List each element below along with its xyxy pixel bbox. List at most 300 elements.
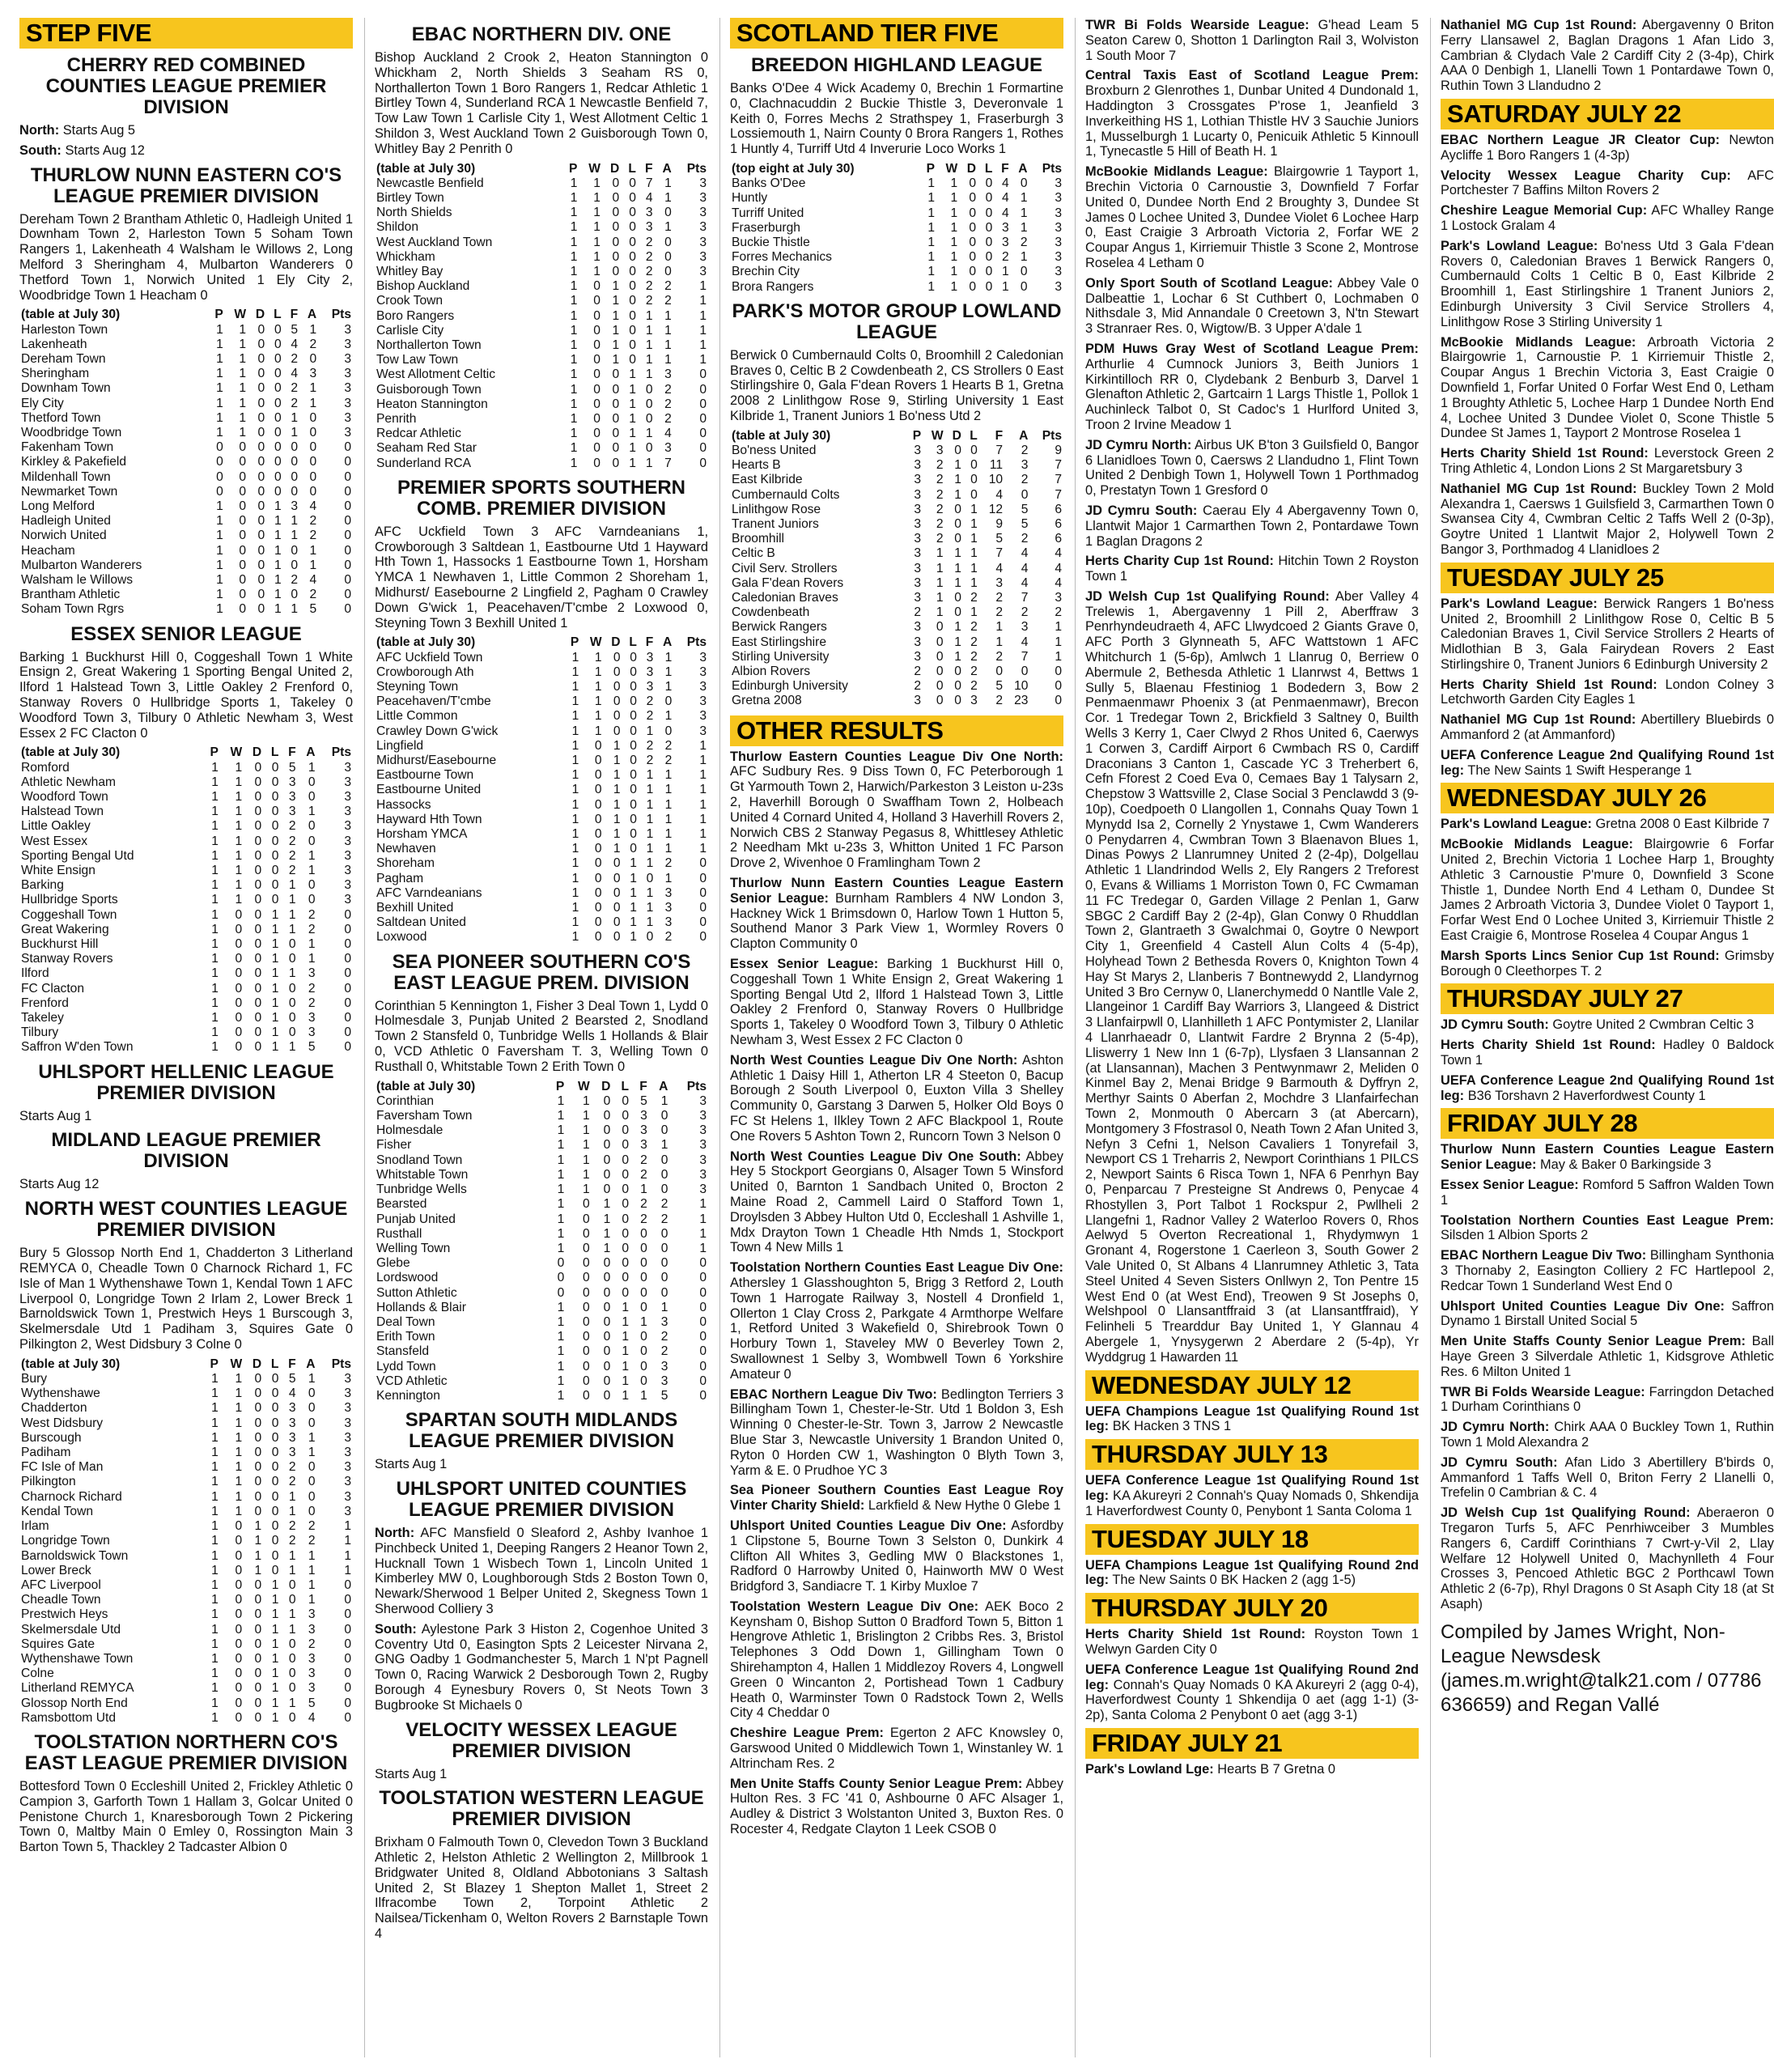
stat-cell: 1 — [630, 885, 637, 900]
stat-cell: 3 — [699, 709, 707, 724]
team-name: Soham Town Rgrs — [21, 602, 125, 617]
stat-cell: 2 — [1021, 444, 1029, 457]
table-header-row — [19, 1357, 353, 1372]
competition-label: Cheshire League Memorial Cup: — [1441, 203, 1648, 219]
stat-cell: 1 — [271, 1651, 279, 1666]
stat-cell: 0 — [593, 323, 601, 338]
stat-cell: 2 — [291, 351, 299, 366]
stat-cell: 0 — [640, 1226, 647, 1241]
stat-cell: 1 — [664, 190, 672, 205]
results-text: Airbus UK B'ton 3 Guilsfield 0, Bangor 6 Llanidloes Town 0, Caersws 2 Llandudno 1, Flint Town United 2 Denbigh Town 1, Holywell Town 1 Porthmadog 0, Prestatyn Town 1 Gresford 0 — [1085, 437, 1419, 499]
stat-cell: 2 — [309, 529, 317, 543]
table-header-cell: W — [945, 161, 958, 176]
stat-cell: 0 — [254, 1025, 262, 1040]
stat-cell: 0 — [235, 1519, 243, 1534]
stat-cell: 0 — [603, 1300, 611, 1314]
stat-cell: 0 — [630, 797, 637, 812]
stat-cell: 0 — [630, 842, 637, 856]
table-header-cell: L — [270, 745, 279, 760]
results-paragraph — [1085, 342, 1419, 433]
team-name: Albion Rovers — [732, 664, 811, 679]
stat-cell: 0 — [954, 517, 961, 532]
stat-cell: 1 — [1001, 279, 1009, 294]
stat-cell: 1 — [239, 426, 247, 439]
team-name: Tilbury — [21, 1025, 59, 1040]
stat-cell: 0 — [612, 441, 620, 456]
table-row — [375, 1374, 708, 1389]
stat-cell: 0 — [613, 901, 621, 915]
team-name: Prestwich Heys — [21, 1607, 108, 1622]
results-text: Newton Aycliffe 1 Boro Rangers 1 (4-3p) — [1441, 132, 1774, 163]
team-name: Birtley Town — [376, 190, 444, 205]
stat-cell: 0 — [235, 1025, 243, 1040]
stat-cell: 0 — [699, 915, 707, 930]
stat-cell: 0 — [593, 427, 601, 441]
stat-cell: 3 — [664, 367, 672, 382]
stat-cell: 3 — [1055, 206, 1062, 220]
table-row — [730, 176, 1063, 191]
stat-cell: 7 — [1021, 649, 1029, 664]
table-header-cell: D — [609, 161, 620, 176]
stat-cell: 0 — [271, 1534, 279, 1548]
stat-cell: 0 — [594, 827, 602, 842]
table-header-cell: P — [912, 428, 922, 443]
stat-cell: 0 — [254, 1460, 262, 1475]
stat-cell: 1 — [664, 797, 673, 812]
stat-cell: 3 — [344, 775, 351, 789]
results-text: Gretna 2008 0 East Kilbride 7 — [1591, 817, 1770, 832]
stat-cell: 1 — [254, 1534, 262, 1548]
stat-cell: 0 — [629, 265, 636, 278]
competition-label: Park's Lowland League: — [1441, 817, 1592, 832]
team-name: Barnoldswick Town — [21, 1548, 129, 1563]
table-row — [375, 441, 708, 456]
stat-cell: 1 — [950, 220, 958, 235]
stat-cell: 0 — [622, 1109, 630, 1123]
stat-cell: 1 — [211, 1504, 219, 1518]
stat-cell: 1 — [211, 1040, 219, 1055]
table-row — [375, 783, 708, 797]
stat-cell: 3 — [914, 487, 922, 502]
stat-cell: 0 — [640, 1374, 647, 1388]
competition-label: Park's Lowland League: — [1441, 596, 1598, 611]
stat-cell: 1 — [970, 575, 978, 590]
stat-cell: 9 — [1055, 444, 1062, 457]
stat-cell: 1 — [557, 1344, 565, 1359]
team-name: West Essex — [21, 834, 88, 848]
competition-label: Sea Pioneer Southern Counties East League Roy Vinter Charity Shield: — [730, 1483, 1063, 1514]
stat-cell: 0 — [257, 440, 265, 455]
results-text: B36 Torshavn 2 Haverfordwest County 1 — [1464, 1088, 1706, 1103]
stat-cell: 3 — [699, 265, 707, 278]
stat-cell: 0 — [271, 760, 279, 775]
stat-cell: 1 — [995, 620, 1004, 635]
table-row — [375, 1330, 708, 1344]
stat-cell: 1 — [274, 529, 282, 543]
stat-cell: 1 — [211, 1534, 219, 1548]
results-paragraph — [1441, 239, 1774, 330]
team-name: Berwick Rangers — [732, 620, 827, 635]
results-text: Egerton 2 AFC Knowsley 0, Garswood United 0 Middlewich Town 1, Winstanley W. 1 Altrincham Res. 2 — [730, 1726, 1063, 1771]
stat-cell: 1 — [570, 456, 578, 470]
stat-cell: 1 — [699, 353, 707, 367]
stat-cell: 3 — [699, 1167, 707, 1182]
table-row — [375, 338, 708, 353]
stat-cell: 1 — [630, 915, 637, 930]
table-row — [375, 739, 708, 754]
stat-cell: 3 — [914, 517, 922, 532]
stat-cell: 1 — [291, 426, 299, 439]
stat-cell: 1 — [927, 265, 936, 279]
table-row — [375, 651, 708, 665]
stat-cell: 1 — [211, 775, 219, 789]
results-paragraph — [1441, 1017, 1774, 1033]
stat-cell: 1 — [1001, 265, 1009, 279]
stat-cell: 1 — [211, 848, 219, 863]
stat-cell: 4 — [1055, 561, 1062, 575]
competition-label: North: — [375, 1525, 415, 1540]
stat-cell: 0 — [583, 1241, 590, 1255]
team-name: Welling Town — [376, 1241, 451, 1255]
stat-cell: 0 — [995, 664, 1004, 679]
stat-cell: 1 — [630, 901, 637, 915]
stat-cell: 0 — [583, 1212, 590, 1226]
team-name: Eastbourne United — [376, 783, 482, 797]
competition-label: Herts Charity Cup 1st Round: — [1085, 554, 1274, 569]
stat-cell: 0 — [254, 1710, 262, 1725]
stat-cell: 0 — [612, 249, 620, 264]
stat-cell: 0 — [254, 819, 262, 834]
table-row — [375, 1360, 708, 1374]
stat-cell: 1 — [927, 220, 936, 235]
stat-cell: 7 — [1055, 473, 1062, 487]
table-row — [730, 265, 1063, 279]
team-name: Whitstable Town — [376, 1167, 469, 1182]
stat-cell: 1 — [211, 1372, 219, 1386]
stat-cell: 3 — [914, 546, 922, 561]
stat-cell: 1 — [211, 893, 219, 907]
stat-cell: 2 — [288, 1460, 296, 1475]
stat-cell: 4 — [1055, 546, 1062, 561]
stat-cell: 1 — [954, 649, 961, 664]
results-paragraph — [730, 749, 1063, 871]
stat-cell: 0 — [344, 952, 351, 966]
compiler-credit: Compiled by James Wright, Non-League Newsdesk (james.m.wright@talk21.com / 07786 636659) and Regan Vallé — [1441, 1620, 1762, 1716]
team-name: Erith Town — [376, 1330, 435, 1344]
stat-cell: 0 — [613, 694, 621, 709]
stat-cell: 0 — [630, 783, 637, 797]
stat-cell: 1 — [309, 322, 317, 337]
team-name: VCD Athletic — [376, 1374, 448, 1388]
stat-cell: 3 — [344, 337, 351, 351]
stat-cell: 1 — [664, 871, 673, 885]
stat-cell: 0 — [344, 529, 351, 543]
table-row — [19, 790, 353, 805]
stat-cell: 0 — [594, 871, 602, 885]
stat-cell: 3 — [664, 901, 673, 915]
stat-cell: 1 — [211, 922, 219, 936]
date-band: SATURDAY JULY 22 — [1441, 99, 1774, 130]
results-paragraph — [1085, 589, 1419, 1365]
stat-cell: 1 — [571, 915, 579, 930]
league-table — [730, 429, 1063, 709]
stat-cell: 3 — [699, 176, 707, 190]
stat-cell: 3 — [970, 694, 978, 708]
stat-cell: 0 — [257, 455, 265, 469]
stat-cell: 1 — [970, 517, 978, 532]
team-name: Ramsbottom Utd — [21, 1710, 116, 1725]
stat-cell: 1 — [308, 864, 316, 878]
league-heading: CHERRY RED COMBINED COUNTIES LEAGUE PREMIER DIVISION — [45, 54, 327, 118]
table-row — [730, 250, 1063, 265]
stat-cell: 4 — [1021, 561, 1029, 575]
table-header-cell: W — [931, 428, 944, 443]
stat-cell: 1 — [629, 397, 636, 411]
stat-cell: 0 — [257, 396, 265, 410]
stat-cell: 1 — [699, 827, 707, 842]
team-name: Northallerton Town — [376, 338, 482, 353]
league-heading: UHLSPORT HELLENIC LEAGUE PREMIER DIVISION — [38, 1060, 334, 1104]
results-paragraph — [730, 957, 1063, 1048]
stat-cell: 3 — [344, 1416, 351, 1430]
results-paragraph — [1085, 554, 1419, 584]
table-row — [730, 280, 1063, 295]
stat-cell: 0 — [288, 1667, 296, 1681]
table-header-row — [730, 162, 1063, 176]
results-text: Starts Aug 12 — [61, 142, 145, 158]
stat-cell: 1 — [660, 1093, 668, 1108]
results-paragraph: Bottesford Town 0 Eccleshill United 2, Frickley Athletic 0 Campion 3, Garforth Town 1 Hallam 3, Golcar United 0 Penistone Church 1, Knaresborough Town 2 Pickering Town 0, Maltby Main 0 Emley 0, Rossington Main 3 Barton Town 5, Thackley 2 Tadcaster Albion 0 — [19, 1778, 353, 1855]
team-name: Stansfeld — [376, 1344, 430, 1359]
team-name: Pagham — [376, 871, 424, 885]
stat-cell: 0 — [583, 1344, 590, 1359]
stat-cell: 0 — [699, 456, 707, 470]
stat-cell: 1 — [211, 981, 219, 996]
stat-cell: 1 — [271, 1637, 279, 1651]
results-text: Athersley 1 Glasshoughton 5, Brigg 3 Retford 2, Louth Town 1 Harrogate Railway 3, Nostell 4 Dronfield 1, Ollerton 1 Clay Cross 2, Parkgate 4 Armthorpe Welfare 1, Retford United 3 Wakefield 0, Shirebrook Town 0 Horbury Town 1, Staveley MW 0 Beverley Town 2, Swallownest 1 Selby 3, Wombwell Town 6 Yorkshire Amateur 0 — [730, 1275, 1063, 1382]
stat-cell: 3 — [699, 1109, 707, 1123]
stat-cell: 0 — [271, 848, 279, 863]
stat-cell: 5 — [288, 1372, 296, 1386]
stat-cell: 1 — [211, 1637, 219, 1651]
results-text: Aberaeron 0 Tregaron Turfs 5, AFC Penrhiwceiber 3 Mumbles Rangers 6, Cardiff Corinthians 7 Cwrt-y-Vil 2, Llay Welfare 12 Holywell United 0, Machynlleth 4 Four Crosses 3, Pencoed Athletic BGC 2 Porthcawl Town Athletic 2 (6-7p), Rhyl Dragons 0 St Asaph City 18 (at St Asaph) — [1441, 1505, 1774, 1611]
team-name: Edinburgh University — [732, 679, 848, 694]
stat-cell: 0 — [235, 907, 243, 922]
stat-cell: 1 — [557, 1138, 565, 1153]
stat-cell: 1 — [954, 575, 961, 590]
stat-cell: 3 — [344, 1489, 351, 1504]
results-text: Chirk AAA 0 Buckley Town 1, Ruthin Town 1 Mold Alexandra 2 — [1441, 1420, 1774, 1450]
stat-cell: 0 — [613, 664, 621, 679]
stat-cell: 0 — [612, 220, 620, 235]
stat-cell: 0 — [274, 367, 282, 381]
stat-cell: 4 — [1001, 176, 1009, 191]
table-row — [19, 878, 353, 893]
stat-cell: 0 — [235, 1563, 243, 1577]
stat-cell: 3 — [288, 1416, 296, 1430]
stat-cell: 0 — [239, 602, 247, 617]
stat-cell: 0 — [583, 1330, 590, 1344]
stat-cell: 1 — [288, 1548, 296, 1563]
stat-cell: 1 — [211, 1489, 219, 1504]
stat-cell: 2 — [646, 694, 654, 709]
table-row — [375, 1389, 708, 1403]
stat-cell: 3 — [914, 694, 922, 708]
stat-cell: 1 — [593, 265, 601, 278]
stat-cell: 0 — [239, 558, 247, 572]
table-row — [19, 864, 353, 878]
league-heading: THURLOW NUNN EASTERN CO'S LEAGUE PREMIER DIVISION — [30, 163, 342, 207]
stat-cell: 0 — [239, 529, 247, 543]
stat-cell: 0 — [594, 768, 602, 783]
team-name: Horsham YMCA — [376, 827, 468, 842]
team-name: Civil Serv. Strollers — [732, 561, 838, 575]
league-heading: TOOLSTATION WESTERN LEAGUE PREMIER DIVISION — [379, 1787, 704, 1831]
stat-cell: 0 — [271, 864, 279, 878]
stat-cell: 0 — [613, 885, 621, 900]
team-name: Newcastle Benfield — [376, 176, 484, 190]
table-row — [19, 558, 353, 573]
competition-label: EBAC Northern League JR Cleator Cup: — [1441, 132, 1720, 147]
stat-cell: 2 — [640, 1153, 647, 1167]
team-name: Newmarket Town — [21, 484, 118, 499]
stat-cell: 0 — [274, 322, 282, 337]
league-heading: ESSEX SENIOR LEAGUE — [70, 622, 302, 645]
stat-cell: 0 — [630, 768, 637, 783]
stat-cell: 0 — [593, 412, 601, 427]
stat-cell: 2 — [1021, 473, 1029, 487]
table-row — [19, 1416, 353, 1431]
stat-cell: 1 — [309, 543, 317, 558]
stat-cell: 2 — [645, 279, 653, 294]
stat-cell: 4 — [995, 487, 1004, 502]
table-row — [19, 455, 353, 469]
team-name: Athletic Newham — [21, 775, 116, 789]
stat-cell: 1 — [594, 724, 602, 738]
table-header-cell: D — [252, 1357, 262, 1371]
stat-cell: 1 — [571, 842, 579, 856]
stat-cell: 0 — [344, 1710, 351, 1725]
competition-label: Men Unite Staffs County Senior League Prem: — [730, 1776, 1023, 1791]
competition-label: Thurlow Nunn Eastern Counties League Eastern Senior League: — [1441, 1142, 1774, 1173]
stat-cell: 0 — [699, 441, 707, 456]
date-band: THURSDAY JULY 27 — [1441, 983, 1774, 1014]
stat-cell: 0 — [593, 441, 601, 456]
stat-cell: 1 — [274, 588, 282, 602]
team-name: Hullbridge Sports — [21, 893, 118, 907]
stat-cell: 0 — [254, 922, 262, 936]
stat-cell: 0 — [235, 1710, 243, 1725]
results-paragraph — [1085, 1473, 1419, 1518]
stat-cell: 1 — [288, 1696, 296, 1710]
column-5 — [1430, 18, 1774, 2057]
stat-cell: 3 — [288, 1401, 296, 1416]
stat-cell: 1 — [954, 561, 961, 575]
stat-cell: 0 — [254, 893, 262, 907]
table-row — [19, 1623, 353, 1637]
table-row — [375, 353, 708, 367]
results-paragraph — [730, 876, 1063, 952]
team-name: Litherland REMYCA — [21, 1681, 134, 1696]
stat-cell: 0 — [288, 1593, 296, 1607]
stat-cell: 1 — [570, 190, 578, 205]
table-row — [19, 499, 353, 514]
results-text: Caerau Ely 4 Abergavenny Town 0, Llantwit Major 1 Carmarthen Town 2, Pontardawe Town 1 Baglan Dragons 2 — [1085, 503, 1419, 549]
competition-label: Velocity Wessex League Charity Cup: — [1441, 168, 1731, 183]
stat-cell: 0 — [583, 1226, 590, 1241]
stat-cell: 0 — [613, 871, 621, 885]
stat-cell: 0 — [216, 484, 223, 499]
results-text: Blairgowrie 1 Tayport 1, Brechin Victoria 0 Carnoustie 3, Downfield 7 Forfar United 0, Dundee North End 2 Broughty 3, Dundee St James 0 Lochee United 3, Dundee Violet 6 Lochee Harp 0, East Craigie 3 Arbroath Victoria 2, Forfar WE 2 Coupar Angus 1, Kirriemuir Thistle 3 Scone 2, Montrose Roselea 4 Letham 0 — [1085, 164, 1419, 270]
stat-cell: 1 — [613, 827, 621, 842]
table-header-row — [730, 429, 1063, 444]
results-paragraph: Banks O'Dee 4 Wick Academy 0, Brechin 1 Formartine 0, Clachnacuddin 2 Buckie Thistle 3, Deveronvale 1 Keith 0, Forres Mechs 2 Strathspey 1, Fraserburgh 3 Lossiemouth 1, Nairn County 0 Brora Rangers 1, Rothes 1 Huntly 4, Turriff Utd 4 Inverurie Loco Works 1 — [730, 81, 1063, 157]
table-header-cell: L — [970, 428, 978, 443]
table-row — [19, 761, 353, 775]
stat-cell: 0 — [254, 848, 262, 863]
results-paragraph — [730, 1483, 1063, 1514]
league-heading: MIDLAND LEAGUE PREMIER DIVISION — [51, 1129, 321, 1173]
stat-cell: 0 — [308, 1475, 316, 1489]
results-paragraph — [19, 143, 353, 159]
competition-label: Only Sport South of Scotland League: — [1085, 275, 1334, 291]
stat-cell: 3 — [344, 893, 351, 907]
stat-cell: 1 — [646, 885, 654, 900]
table-header-cell: P — [555, 1079, 565, 1093]
team-name: Sporting Bengal Utd — [21, 848, 134, 863]
stat-cell: 0 — [660, 1226, 668, 1241]
stat-cell: 0 — [216, 440, 223, 455]
league-table — [19, 745, 353, 1055]
stat-cell: 1 — [308, 1577, 316, 1592]
stat-cell: 1 — [570, 427, 578, 441]
stat-cell: 0 — [257, 381, 265, 396]
stat-cell: 1 — [271, 981, 279, 996]
stat-cell: 3 — [914, 561, 922, 575]
stat-cell: 1 — [235, 1446, 243, 1460]
team-name: Whitley Bay — [376, 265, 444, 278]
stat-cell: 0 — [593, 294, 601, 308]
stat-cell: 1 — [629, 367, 636, 382]
results-text: Ashton Athletic 1 Daisy Hill 1, Atherton LR 4 Steeton 0, Bacup Borough 2 South Liverpool 0, Euxton Villa 3 Shelley Community 0, Garstang 3 Darwen 5, Holker Old Boys 0 FC St Helens 1, Ilkley Town 2 AFC Blackpool 1, Route One Rovers 5 Ashton Town 2, Runcorn Town 3 Nelson 0 — [730, 1052, 1063, 1144]
stat-cell: 2 — [995, 605, 1004, 620]
stat-cell: 0 — [254, 952, 262, 966]
table-row — [730, 591, 1063, 605]
stat-cell: 0 — [594, 901, 602, 915]
results-paragraph — [730, 1599, 1063, 1721]
table-row — [19, 573, 353, 588]
stat-cell: 3 — [344, 1446, 351, 1460]
stat-cell: 0 — [344, 1651, 351, 1666]
competition-label: Essex Senior League: — [1441, 1178, 1579, 1193]
stat-cell: 1 — [699, 842, 707, 856]
results-text: Silsden 1 Albion Sports 2 — [1441, 1228, 1589, 1243]
stat-cell: 1 — [664, 353, 672, 367]
table-header-cell: L — [984, 161, 993, 176]
stat-cell: 1 — [699, 1226, 707, 1241]
stat-cell: 5 — [288, 760, 296, 775]
league-heading: SPARTAN SOUTH MIDLANDS LEAGUE PREMIER DIVISION — [405, 1409, 678, 1453]
stat-cell: 0 — [235, 1607, 243, 1622]
stat-cell: 0 — [646, 871, 654, 885]
stat-cell: 0 — [699, 412, 707, 427]
team-name: Seaham Red Star — [376, 441, 477, 456]
stat-cell: 2 — [970, 679, 978, 694]
stat-cell: 0 — [271, 834, 279, 848]
stat-cell: 1 — [216, 396, 223, 410]
table-row — [19, 338, 353, 352]
stat-cell: 0 — [612, 412, 620, 427]
